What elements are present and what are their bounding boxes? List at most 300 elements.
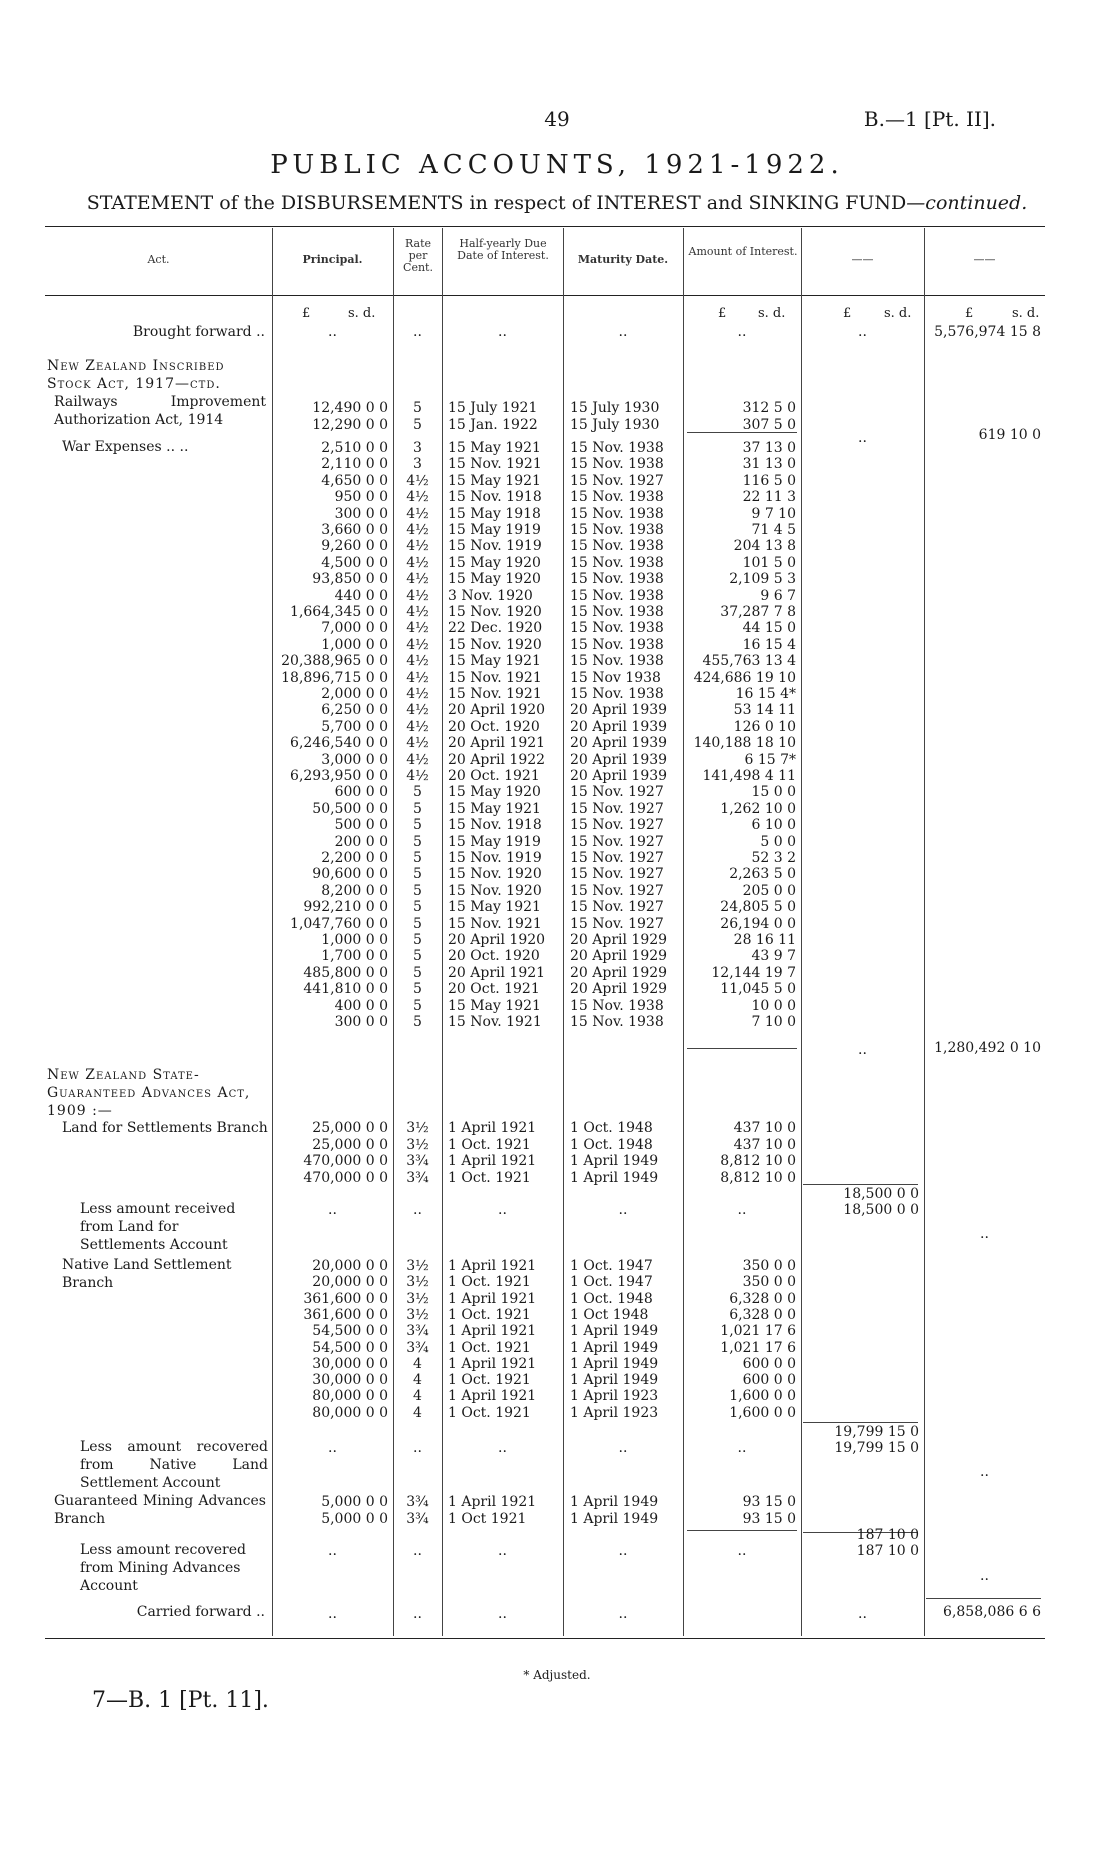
rate-cell: 5 — [413, 850, 422, 866]
due-date-cell: 20 April 1920 — [448, 932, 546, 948]
unit-sd: s. d. — [348, 306, 376, 321]
principal-cell: 1,700 0 0 — [321, 948, 388, 965]
principal-cell: 2,110 0 0 — [321, 456, 388, 473]
interest-amount-cell: 307 5 0 — [742, 416, 796, 433]
interest-amount-cell: 312 5 0 — [742, 400, 796, 416]
due-date-cell: 20 Oct. 1920 — [448, 718, 540, 735]
dots: .. — [498, 1440, 507, 1456]
interest-amount-cell: 1,021 17 6 — [720, 1323, 796, 1340]
interest-amount-cell: 424,686 19 10 — [693, 669, 796, 686]
document-reference: B.—1 [Pt. II]. — [863, 107, 996, 131]
dots: .. — [618, 324, 628, 340]
interest-amount-cell: 16 15 4* — [735, 686, 796, 702]
interest-amount-cell: 6 10 0 — [751, 817, 796, 834]
section-heading-state-guaranteed: New Zealand State-Guaranteed Advances Act, 1909 :— — [47, 1067, 251, 1119]
principal-cell: 2,000 0 0 — [321, 686, 388, 702]
principal-cell: 2,200 0 0 — [321, 850, 388, 866]
native-recovered: 19,799 15 0 — [834, 1440, 919, 1456]
interest-amount-cell: 1,600 0 0 — [729, 1404, 796, 1421]
maturity-date-cell: 15 Nov. 1938 — [570, 587, 664, 604]
rate-cell: 5 — [413, 800, 422, 817]
interest-amount-cell: 7 10 0 — [751, 1014, 796, 1030]
due-date-cell: 1 Oct. 1921 — [448, 1274, 531, 1291]
due-date-cell: 1 April 1921 — [448, 1388, 537, 1405]
principal-cell: 441,810 0 0 — [303, 981, 388, 998]
interest-amount-cell: 8,812 10 0 — [720, 1153, 796, 1169]
mining-label: Guaranteed Mining Advances Branch — [54, 1493, 266, 1527]
maturity-date-cell: 15 Nov. 1938 — [570, 997, 664, 1014]
maturity-date-cell: 1 April 1949 — [570, 1510, 659, 1527]
dots: .. — [737, 324, 747, 340]
brought-forward-total: 5,576,974 15 8 — [934, 324, 1041, 340]
due-date-cell: 15 Nov. 1918 — [448, 817, 542, 834]
rate-cell: 5 — [413, 997, 422, 1014]
interest-amount-cell: 204 13 8 — [733, 538, 796, 555]
column-header-amount: Amount of Interest. — [688, 245, 798, 258]
subtotal-rule — [687, 1530, 797, 1531]
rate-cell: 5 — [413, 400, 422, 416]
maturity-date-cell: 20 April 1939 — [570, 702, 668, 719]
maturity-date-cell: 15 Nov. 1938 — [570, 554, 664, 571]
principal-cell: 20,000 0 0 — [312, 1258, 388, 1274]
due-date-cell: 3 Nov. 1920 — [448, 587, 533, 604]
interest-amount-cell: 37 13 0 — [742, 440, 796, 456]
interest-amount-cell: 93 15 0 — [742, 1494, 796, 1510]
dots: .. — [737, 1440, 747, 1456]
due-date-cell: 15 May 1921 — [448, 997, 541, 1014]
interest-amount-cell: 37,287 7 8 — [720, 604, 796, 620]
column-header-blank-1: —— — [851, 253, 874, 266]
principal-cell: 5,000 0 0 — [321, 1494, 388, 1510]
principal-cell: 5,700 0 0 — [321, 718, 388, 735]
statement-subtitle — [0, 192, 1114, 214]
dots: .. — [737, 1202, 747, 1218]
principal-cell: 361,600 0 0 — [303, 1290, 388, 1307]
due-date-cell: 1 Oct. 1921 — [448, 1372, 531, 1389]
unit-pound: £ — [843, 306, 852, 321]
rate-cell: 4½ — [406, 538, 429, 555]
due-date-cell: 15 May 1919 — [448, 833, 541, 850]
principal-cell: 950 0 0 — [334, 489, 388, 506]
maturity-date-cell: 15 Nov. 1927 — [570, 817, 664, 834]
unit-pound: £ — [965, 306, 974, 321]
dots: .. — [413, 1606, 422, 1622]
interest-amount-cell: 437 10 0 — [733, 1136, 796, 1153]
principal-cell: 9,260 0 0 — [321, 538, 388, 555]
rate-cell: 3½ — [406, 1258, 429, 1274]
principal-cell: 440 0 0 — [334, 587, 388, 604]
principal-cell: 93,850 0 0 — [312, 571, 388, 588]
maturity-date-cell: 1 April 1923 — [570, 1388, 659, 1405]
maturity-date-cell: 15 July 1930 — [570, 400, 660, 416]
dots: .. — [858, 1042, 867, 1058]
maturity-date-cell: 15 Nov. 1927 — [570, 784, 664, 801]
rate-cell: 4½ — [406, 686, 429, 702]
interest-amount-cell: 8,812 10 0 — [720, 1169, 796, 1186]
principal-cell: 50,500 0 0 — [312, 800, 388, 817]
maturity-date-cell: 15 Nov. 1927 — [570, 866, 664, 883]
due-date-cell: 15 Nov. 1920 — [448, 636, 542, 653]
rate-cell: 5 — [413, 932, 422, 948]
maturity-date-cell: 15 Nov. 1938 — [570, 1014, 664, 1030]
land-settlements-label: Land for Settlements Branch — [62, 1120, 268, 1136]
column-header-act: Act. — [147, 253, 170, 266]
dots: .. — [858, 430, 867, 446]
due-date-cell: 15 Nov. 1921 — [448, 686, 542, 702]
interest-amount-cell: 600 0 0 — [742, 1372, 796, 1389]
dots: .. — [498, 324, 507, 340]
page-title: PUBLIC ACCOUNTS, 1921-1922. — [270, 150, 844, 180]
dots: .. — [980, 1568, 989, 1584]
rate-cell: 3½ — [406, 1306, 429, 1323]
rate-cell: 5 — [413, 817, 422, 834]
column-header-maturity: Maturity Date. — [577, 253, 669, 266]
rate-cell: 4½ — [406, 587, 429, 604]
rate-cell: 4½ — [406, 718, 429, 735]
native-less-label: Less amount recovered from Native Land Settlement Account — [80, 1439, 268, 1491]
interest-amount-cell: 101 5 0 — [742, 554, 796, 571]
maturity-date-cell: 15 Nov. 1938 — [570, 522, 664, 538]
principal-cell: 3,000 0 0 — [321, 751, 388, 768]
interest-amount-cell: 10 0 0 — [751, 997, 796, 1014]
unit-pound: £ — [302, 306, 311, 321]
maturity-date-cell: 1 April 1949 — [570, 1169, 659, 1186]
dots: .. — [858, 324, 867, 340]
rate-cell: 4½ — [406, 505, 429, 522]
rate-cell: 5 — [413, 964, 422, 981]
due-date-cell: 15 Nov. 1921 — [448, 1014, 542, 1030]
rate-cell: 3¾ — [406, 1323, 429, 1340]
dots: .. — [498, 1543, 507, 1559]
due-date-cell: 1 Oct. 1921 — [448, 1169, 531, 1186]
maturity-date-cell: 15 Nov 1938 — [570, 669, 661, 686]
interest-amount-cell: 350 0 0 — [742, 1274, 796, 1291]
due-date-cell: 20 Oct. 1921 — [448, 981, 540, 998]
dots: .. — [980, 1464, 989, 1480]
principal-cell: 54,500 0 0 — [312, 1339, 388, 1356]
due-date-cell: 20 Oct. 1921 — [448, 768, 540, 784]
principal-cell: 20,388,965 0 0 — [281, 653, 388, 670]
rate-cell: 4½ — [406, 489, 429, 506]
principal-cell: 80,000 0 0 — [312, 1388, 388, 1405]
table-top-rule — [45, 226, 1045, 227]
due-date-cell: 1 Oct. 1921 — [448, 1136, 531, 1153]
interest-amount-cell: 2,263 5 0 — [729, 866, 796, 883]
maturity-date-cell: 15 Nov. 1938 — [570, 620, 664, 637]
dots: .. — [498, 1202, 507, 1218]
principal-cell: 25,000 0 0 — [312, 1136, 388, 1153]
rate-cell: 4½ — [406, 702, 429, 719]
dots: .. — [413, 1543, 422, 1559]
principal-cell: 30,000 0 0 — [312, 1355, 388, 1372]
dots: .. — [413, 1440, 422, 1456]
interest-amount-cell: 71 4 5 — [751, 522, 796, 538]
maturity-date-cell: 20 April 1939 — [570, 768, 668, 784]
land-less-label: Less amount received from Land for Settlements Account — [80, 1201, 236, 1253]
due-date-cell: 15 Nov. 1920 — [448, 866, 542, 883]
dots: .. — [737, 1543, 747, 1559]
rate-cell: 4½ — [406, 522, 429, 538]
interest-amount-cell: 22 11 3 — [742, 489, 796, 506]
principal-cell: 361,600 0 0 — [303, 1306, 388, 1323]
due-date-cell: 15 May 1921 — [448, 800, 541, 817]
maturity-date-cell: 15 Nov. 1927 — [570, 800, 664, 817]
maturity-date-cell: 15 Nov. 1927 — [570, 882, 664, 899]
rate-cell: 3¾ — [406, 1153, 429, 1169]
land-subtotal: 18,500 0 0 — [843, 1186, 919, 1202]
due-date-cell: 15 Nov. 1921 — [448, 915, 542, 932]
brought-forward-label: Brought forward .. — [132, 324, 265, 340]
principal-cell: 18,896,715 0 0 — [281, 669, 388, 686]
principal-cell: 6,293,950 0 0 — [290, 768, 388, 784]
rate-cell: 5 — [413, 948, 422, 965]
rate-cell: 4½ — [406, 554, 429, 571]
interest-amount-cell: 116 5 0 — [742, 472, 796, 489]
due-date-cell: 1 April 1921 — [448, 1323, 537, 1340]
maturity-date-cell: 15 Nov. 1938 — [570, 653, 664, 670]
maturity-date-cell: 15 Nov. 1938 — [570, 440, 664, 456]
due-date-cell: 20 April 1920 — [448, 702, 546, 719]
principal-cell: 7,000 0 0 — [321, 620, 388, 637]
principal-cell: 300 0 0 — [334, 505, 388, 522]
due-date-cell: 1 April 1921 — [448, 1258, 537, 1274]
unit-sd: s. d. — [1012, 306, 1040, 321]
native-subtotal: 19,799 15 0 — [834, 1424, 919, 1440]
principal-cell: 1,000 0 0 — [321, 636, 388, 653]
interest-amount-cell: 141,498 4 11 — [702, 768, 796, 784]
rate-cell: 4½ — [406, 636, 429, 653]
interest-amount-cell: 205 0 0 — [742, 882, 796, 899]
maturity-date-cell: 15 Nov. 1938 — [570, 505, 664, 522]
principal-cell: 80,000 0 0 — [312, 1404, 388, 1421]
war-expenses-total: 1,280,492 0 10 — [934, 1040, 1041, 1056]
maturity-date-cell: 15 Nov. 1938 — [570, 456, 664, 473]
interest-amount-cell: 16 15 4 — [742, 636, 796, 653]
due-date-cell: 20 Oct. 1920 — [448, 948, 540, 965]
page-number: 49 — [544, 107, 570, 131]
native-land-label: Native Land Settlement Branch — [62, 1257, 232, 1291]
dots: .. — [618, 1440, 628, 1456]
rate-cell: 4½ — [406, 768, 429, 784]
interest-amount-cell: 126 0 10 — [733, 718, 796, 735]
maturity-date-cell: 20 April 1929 — [570, 932, 668, 948]
rate-cell: 3 — [413, 456, 422, 473]
principal-cell: 400 0 0 — [334, 997, 388, 1014]
maturity-date-cell: 15 Nov. 1927 — [570, 833, 664, 850]
railways-total: 619 10 0 — [978, 427, 1041, 443]
principal-cell: 2,510 0 0 — [321, 440, 388, 456]
principal-cell: 4,650 0 0 — [321, 472, 388, 489]
rate-cell: 5 — [413, 915, 422, 932]
table-bottom-rule — [45, 1638, 1045, 1639]
interest-amount-cell: 43 9 7 — [751, 948, 796, 965]
principal-cell: 470,000 0 0 — [303, 1169, 388, 1186]
principal-cell: 4,500 0 0 — [321, 554, 388, 571]
interest-amount-cell: 350 0 0 — [742, 1258, 796, 1274]
rate-cell: 4 — [413, 1372, 422, 1389]
due-date-cell: 20 April 1922 — [448, 751, 546, 768]
column-header-principal: Principal. — [302, 253, 363, 266]
due-date-cell: 1 April 1921 — [448, 1494, 537, 1510]
maturity-date-cell: 1 Oct. 1948 — [570, 1136, 653, 1153]
maturity-date-cell: 15 Nov. 1927 — [570, 899, 664, 916]
interest-amount-cell: 600 0 0 — [742, 1355, 796, 1372]
principal-cell: 600 0 0 — [334, 784, 388, 801]
due-date-cell: 15 May 1919 — [448, 522, 541, 538]
rate-cell: 4½ — [406, 735, 429, 752]
dots: .. — [618, 1202, 628, 1218]
rate-cell: 4½ — [406, 669, 429, 686]
interest-amount-cell: 44 15 0 — [742, 620, 796, 637]
maturity-date-cell: 1 Oct 1948 — [570, 1306, 649, 1323]
principal-cell: 20,000 0 0 — [312, 1274, 388, 1291]
principal-cell: 12,490 0 0 — [312, 400, 388, 416]
due-date-cell: 1 April 1921 — [448, 1355, 537, 1372]
interest-amount-cell: 6,328 0 0 — [729, 1290, 796, 1307]
rate-cell: 5 — [413, 981, 422, 998]
maturity-date-cell: 15 Nov. 1938 — [570, 489, 664, 506]
principal-cell: 1,047,760 0 0 — [290, 915, 388, 932]
maturity-date-cell: 20 April 1929 — [570, 964, 668, 981]
header-bottom-rule — [45, 295, 1045, 296]
due-date-cell: 20 April 1921 — [448, 964, 546, 981]
interest-amount-cell: 12,144 19 7 — [711, 964, 796, 981]
due-date-cell: 15 May 1920 — [448, 784, 541, 801]
column-header-blank-2: —— — [973, 253, 996, 266]
rate-cell: 4 — [413, 1355, 422, 1372]
maturity-date-cell: 1 April 1949 — [570, 1323, 659, 1340]
interest-amount-cell: 1,021 17 6 — [720, 1339, 796, 1356]
mining-less-label: Less amount recovered from Mining Advances Account — [80, 1542, 246, 1594]
interest-amount-cell: 140,188 18 10 — [693, 735, 796, 752]
rate-cell: 3½ — [406, 1136, 429, 1153]
rate-cell: 3¾ — [406, 1339, 429, 1356]
rate-cell: 5 — [413, 833, 422, 850]
subtotal-rule — [687, 432, 797, 433]
dots: .. — [328, 1440, 337, 1456]
maturity-date-cell: 20 April 1939 — [570, 751, 668, 768]
rate-cell: 5 — [413, 784, 422, 801]
due-date-cell: 1 April 1921 — [448, 1290, 537, 1307]
principal-cell: 25,000 0 0 — [312, 1120, 388, 1136]
principal-cell: 3,660 0 0 — [321, 522, 388, 538]
dots: .. — [498, 1606, 507, 1622]
land-recovered: 18,500 0 0 — [843, 1202, 919, 1218]
due-date-cell: 15 May 1918 — [448, 505, 541, 522]
principal-cell: 90,600 0 0 — [312, 866, 388, 883]
footer-reference: 7—B. 1 [Pt. 11]. — [92, 1688, 269, 1713]
maturity-date-cell: 20 April 1929 — [570, 981, 668, 998]
maturity-date-cell: 1 April 1949 — [570, 1494, 659, 1510]
due-date-cell: 15 Nov. 1919 — [448, 850, 542, 866]
due-date-cell: 1 April 1921 — [448, 1153, 537, 1169]
due-date-cell: 15 May 1921 — [448, 653, 541, 670]
due-date-cell: 15 Nov. 1920 — [448, 604, 542, 620]
interest-amount-cell: 1,262 10 0 — [720, 800, 796, 817]
carried-forward-total: 6,858,086 6 6 — [943, 1604, 1041, 1620]
subtitle-continued: —continued. — [906, 192, 1028, 214]
principal-cell: 5,000 0 0 — [321, 1510, 388, 1527]
rate-cell: 3¾ — [406, 1494, 429, 1510]
due-date-cell: 15 Jan. 1922 — [448, 416, 538, 433]
principal-cell: 54,500 0 0 — [312, 1323, 388, 1340]
maturity-date-cell: 15 Nov. 1938 — [570, 571, 664, 588]
interest-amount-cell: 6,328 0 0 — [729, 1306, 796, 1323]
principal-cell: 485,800 0 0 — [303, 964, 388, 981]
rate-cell: 5 — [413, 416, 422, 433]
carried-forward-label: Carried forward .. — [136, 1604, 265, 1620]
maturity-date-cell: 1 April 1949 — [570, 1372, 659, 1389]
principal-cell: 300 0 0 — [334, 1014, 388, 1030]
maturity-date-cell: 15 July 1930 — [570, 416, 660, 433]
maturity-date-cell: 1 April 1923 — [570, 1404, 659, 1421]
dots: .. — [858, 1606, 867, 1622]
column-divider — [563, 228, 564, 1636]
dots: .. — [413, 1202, 422, 1218]
interest-amount-cell: 31 13 0 — [742, 456, 796, 473]
interest-amount-cell: 26,194 0 0 — [720, 915, 796, 932]
due-date-cell: 1 Oct. 1921 — [448, 1339, 531, 1356]
due-date-cell: 15 Nov. 1920 — [448, 882, 542, 899]
interest-amount-cell: 9 7 10 — [751, 505, 796, 522]
rate-cell: 4 — [413, 1404, 422, 1421]
section-heading-inscribed-stock: New Zealand Inscribed Stock Act, 1917—ctd. — [47, 358, 225, 392]
maturity-date-cell: 15 Nov. 1927 — [570, 850, 664, 866]
interest-amount-cell: 9 6 7 — [760, 587, 796, 604]
due-date-cell: 15 May 1920 — [448, 571, 541, 588]
dots: .. — [618, 1606, 628, 1622]
total-rule — [926, 1598, 1041, 1599]
maturity-date-cell: 20 April 1939 — [570, 718, 668, 735]
rate-cell: 3¾ — [406, 1169, 429, 1186]
due-date-cell: 15 May 1921 — [448, 472, 541, 489]
column-header-half-yearly: Half-yearly Due Date of Interest. — [457, 237, 549, 262]
dots: .. — [328, 324, 337, 340]
due-date-cell: 15 July 1921 — [448, 400, 538, 416]
unit-sd: s. d. — [884, 306, 912, 321]
rate-cell: 4 — [413, 1388, 422, 1405]
interest-amount-cell: 53 14 11 — [733, 702, 796, 719]
column-divider — [442, 228, 443, 1636]
principal-cell: 30,000 0 0 — [312, 1372, 388, 1389]
dots: .. — [328, 1606, 337, 1622]
rate-cell: 3 — [413, 440, 422, 456]
maturity-date-cell: 1 April 1949 — [570, 1153, 659, 1169]
due-date-cell: 15 May 1921 — [448, 899, 541, 916]
interest-amount-cell: 24,805 5 0 — [720, 899, 796, 916]
interest-amount-cell: 2,109 5 3 — [729, 571, 796, 588]
maturity-date-cell: 1 Oct. 1947 — [570, 1258, 653, 1274]
rate-cell: 3½ — [406, 1274, 429, 1291]
interest-amount-cell: 6 15 7* — [744, 751, 796, 768]
rate-cell: 4½ — [406, 571, 429, 588]
rate-cell: 4½ — [406, 751, 429, 768]
due-date-cell: 15 Nov. 1921 — [448, 669, 542, 686]
principal-cell: 1,664,345 0 0 — [290, 604, 388, 620]
due-date-cell: 15 May 1920 — [448, 554, 541, 571]
interest-amount-cell: 455,763 13 4 — [702, 653, 796, 670]
rate-cell: 5 — [413, 1014, 422, 1030]
subtitle-main: STATEMENT of the DISBURSEMENTS in respect of INTEREST and SINKING FUND — [86, 192, 907, 214]
maturity-date-cell: 20 April 1939 — [570, 735, 668, 752]
due-date-cell: 20 April 1921 — [448, 735, 546, 752]
dots: .. — [618, 1543, 628, 1559]
maturity-date-cell: 1 Oct. 1948 — [570, 1290, 653, 1307]
rate-cell: 5 — [413, 899, 422, 916]
rate-cell: 4½ — [406, 620, 429, 637]
due-date-cell: 1 Oct. 1921 — [448, 1404, 531, 1421]
principal-cell: 500 0 0 — [334, 817, 388, 834]
